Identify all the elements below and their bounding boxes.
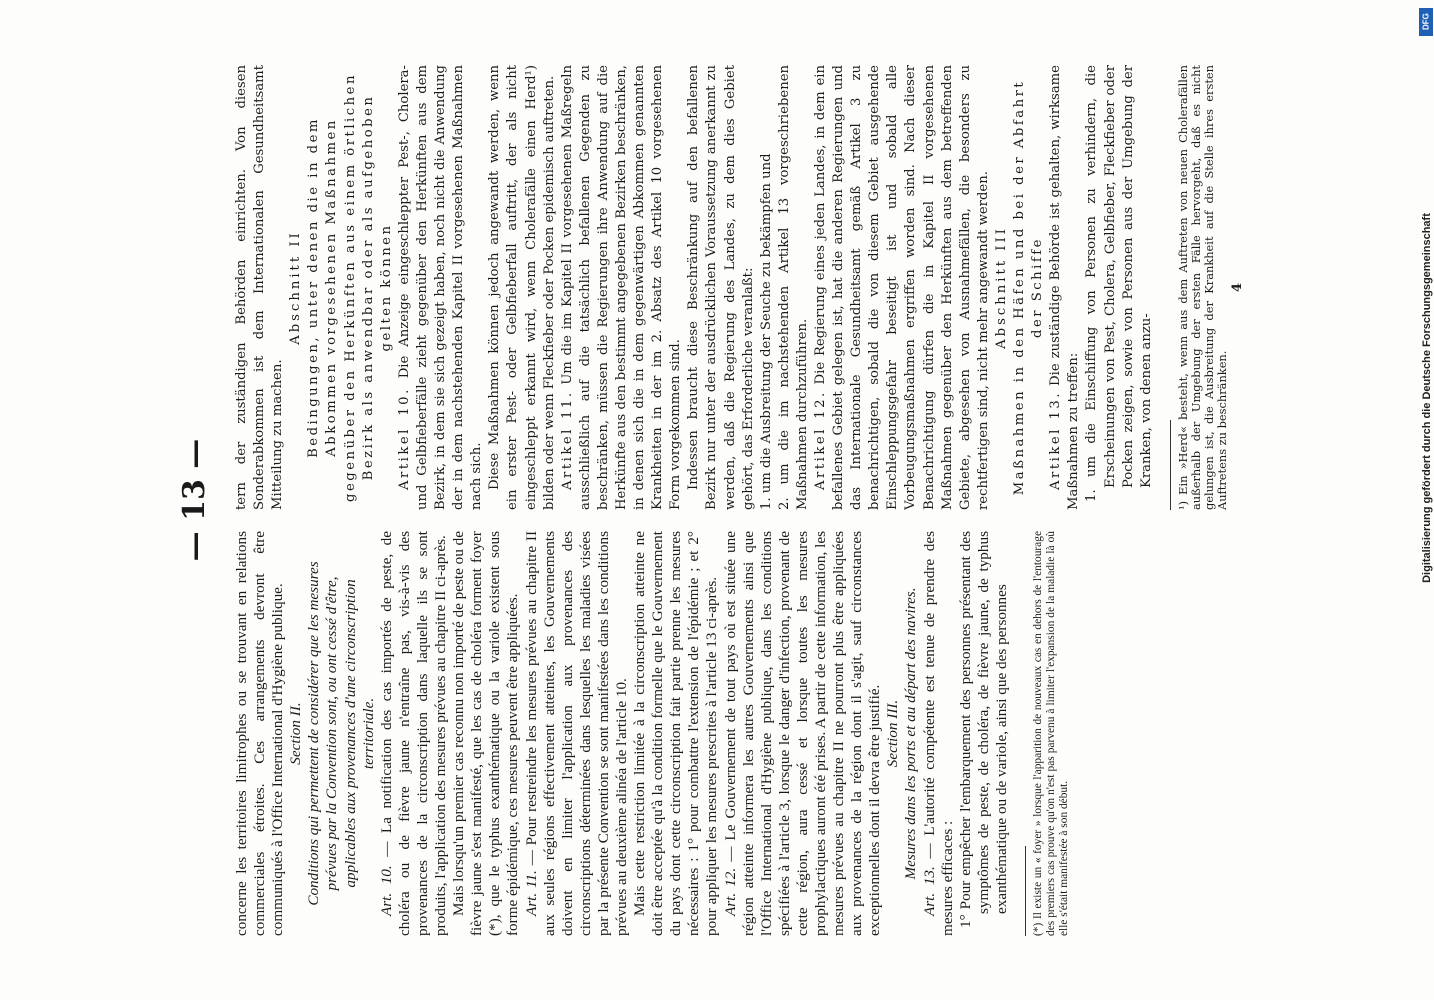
german-footnote-rule [1170,420,1171,510]
page-number-header: — 13 — [177,438,212,562]
german-art10 [396,65,486,510]
french-art13 [921,531,957,936]
french-intro: concerne les territoires limitrophes ou se trouvant en relations commerciales étroites. Ces arrangements devront être communiqués à l'Office International d'Hygiène publique. [233,531,287,936]
french-section3-subtitle: Mesures dans les ports et au départ des navires. [902,587,920,880]
german-art11-item2: 2. um die im nachstehenden Artikel 13 vorgeschriebenen Maßnahmen durchzuführen. [776,65,810,510]
german-section3-title: Abschnitt III [993,226,1009,349]
french-art11-label: Art. 11. [522,870,540,916]
french-art11-text: — Pour restreindre les mesures prévues au chapitre II aux seules régions effectivement atteintes, les Gouvernements doivent en limiter l'application aux provenances des circonscriptions déterminées dans lesquelles les maladies visées par la présente Convention se sont manifestées dans les conditions prévues au deuxième alinéa de l'article 10. [522,531,630,936]
german-section3-subtitle: Maßnahmen in den Häfen und bei der Abfahrt der Schiffe [1012,79,1046,496]
german-art10-p2: Diese Maßnahmen können jedoch angewandt werden, wenn ein erster Pest- oder Gelbfieberfall auftritt, der als nicht eingeschleppt erkannt wird, wenn Cholerafälle einen Herd¹) bilden oder wenn Fleckfieber oder Pocken epidemisch auftreten. [487,65,557,510]
french-art13-label: Art. 13. [920,866,938,916]
french-section2-title: Section II. [287,702,305,765]
german-column [233,65,1323,510]
french-art13-item1: 1° Pour empêcher l'embarquement des personnes présentant des symptômes de peste, de choléra, de fièvre jaune, de typhus exanthématique ou de variole, ainsi que des personnes [956,531,1010,928]
german-section2-subtitle: Bedingungen, unter denen die in dem Abkommen vorgesehenen Maßnahmen gegenüber den Herkünften aus einem örtlichen Bezirk als anwendbar oder als aufgehoben gelten können [306,73,394,502]
french-art12-label: Art. 12. [721,867,739,916]
french-section3-title: Section III. [884,699,902,768]
german-art12 [812,65,993,510]
french-art12 [722,531,885,936]
french-art11-p2: Mais cette restriction limitée à la circonscription atteinte ne doit être acceptée qu'à la condition formelle que le Gouvernement du pays dont cette circonscription fait partie prenne les mesures nécessaires : 1° pour combattre l'extension de l'épidémie ; et 2° pour appliquer les mesures prescrites à l'article 13 ci-après. [631,531,721,936]
german-art10-text: Die Anzeige eingeschleppter Pest-, Cholera- und Gelbfieberfälle zieht gegenüber den Herkünften aus dem Bezirk, in dem sie sich gezeigt haben, noch nicht die Anwendung der in dem nachstehenden Kapitel II vorgesehenen Maßnahmen nach sich. [396,65,485,510]
french-art10-label: Art. 10. [377,865,395,916]
french-art10-p2: Mais lorsqu'un premier cas reconnu non importé de peste ou de fièvre jaune s'est manifesté, que les cas de choléra forment foyer (*), que le typhus exanthématique ou la variole existent sous forme épidémique, ces mesures peuvent être appliquées. [450,531,522,936]
dfg-credit-text: Digitalisierung gefördert durch die Deutsche Forschungsgemeinschaft [1421,213,1433,583]
german-art10-label: Artikel 10. [396,387,412,490]
french-art12-text: — Le Gouvernement de tout pays où est située une région atteinte informera les autres Gouvernements ainsi que l'Office International d'Hygiène publique, dans les conditions spécifiées à l'article 3, lorsque le danger d'infection, provenant de cette région, aura cessé et lorsque toutes les mesures prophylactiques auront été prises. A partir de cette information, les mesures prévues au chapitre II ne pourront plus être appliquées aux provenances de la région dont il s'agit, sauf circonstances exceptionnelles dont il devra être justifié. [721,531,884,936]
french-art11 [523,531,632,936]
french-section2-subtitle: Conditions qui permettent de considérer que les mesures prévues par la Convention sont, ou ont cessé d'être, applicables aux provenances d'une circonscription territoriale. [305,561,377,906]
french-footnote: (*) Il existe un « foyer » lorsque l'apparition de nouveaux cas en dehors de l'entourage des premiers cas prouve qu'on n'est pas parvenu à limiter l'expansion de la maladie là où elle s'était manifestée à son début. [1032,531,1071,936]
german-art11-text: Um die im Kapitel II vorgesehenen Maßregeln ausschließlich auf die tatsächlich befallenen Gegenden zu beschränken, müssen die Regierungen ihre Anwendung auf die Herkünfte aus den bestimmt angegebenen Bezirken beschränken, in denen sich die in dem gegenwärtigen Abkommen genannten Krankheiten in der im 2. Absatz des Artikel 10 vorgesehenen Form vorgekommen sind. [559,65,684,510]
french-footnote-rule [1025,846,1026,936]
german-art11 [559,65,686,510]
german-art13 [1047,65,1083,510]
french-column [233,531,1323,936]
german-art13-text: Die zuständige Behörde ist gehalten, wirksame Maßnahmen zu treffen: [1048,65,1082,510]
french-art10-text: — La notification des cas importés de peste, de choléra ou de fièvre jaune n'entraîne pas, vis-à-vis des provenances de la circonscription dans laquelle ils se sont produits, l'application des mesures prévues au chapitre II ci-après. [377,531,450,936]
german-art12-label: Artikel 12. [813,390,828,490]
german-intro: tern der zuständigen Behörden einrichten. Von diesen Sonderabkommen ist dem Internationalen Gesundheitsamt Mitteilung zu machen. [234,65,286,510]
german-art12-text: Die Regierung eines jeden Landes, in dem ein befallenes Gebiet gelegen ist, hat die anderen Regierungen und das Internationale Gesundheitsamt gemäß Artikel 3 zu benachrichtigen, sobald die von diesem Gebiet ausgehende Einschleppungsgefahr beseitigt ist und sobald alle Vorbeugungsmaßnahmen ergriffen worden sind. Nach dieser Benachrichtigung dürfen die in Kapitel II vorgesehenen Maßnahmen gegenüber den Herkünften aus dem betreffenden Gebiete, abgesehen von Ausnahmefällen, die besonders zu rechtfertigen sind, nicht mehr angewandt werden. [813,65,991,510]
french-art10 [378,531,450,936]
german-art11-label: Artikel 11. [559,390,575,490]
german-art11-item1: 1. um die Ausbreitung der Seuche zu bekämpfen und [758,153,774,510]
dfg-logo: DFG [1419,8,1433,36]
sheet-number: 4 [1229,282,1245,293]
german-section2-title: Abschnitt II [288,230,304,345]
german-footnote: ¹) Ein »Herd« besteht, wenn aus dem Auftreten von neuen Cholerafällen außerhalb der Umgebung der ersten Fälle hervorgeht, daß es nicht gelungen ist, die Ausbreitung der Krankheit auf die Stelle ihres ersten Auftretens zu beschränken. [1175,65,1229,510]
german-art13-item1: 1. um die Einschiffung von Personen zu verhindern, die Erscheinungen von Pest, Cholera, Gelbfieber, Fleckfieber oder Pocken zeigen, sowie von Personen aus der Umgebung der Kranken, von denen anzu- [1084,65,1154,502]
rotated-printed-page [167,50,1367,950]
german-art11-p2: Indessen braucht diese Beschränkung auf den befallenen Bezirk nur unter der ausdrücklichen Voraussetzung anerkannt zu werden, daß die Regierung des Landes, zu dem dies Gebiet gehört, das Erforderliche veranlaßt: [686,65,756,510]
german-art13-label: Artikel 13. [1048,391,1064,490]
french-art13-text: — L'autorité compétente est tenue de prendre des mesures efficaces : [920,531,956,936]
